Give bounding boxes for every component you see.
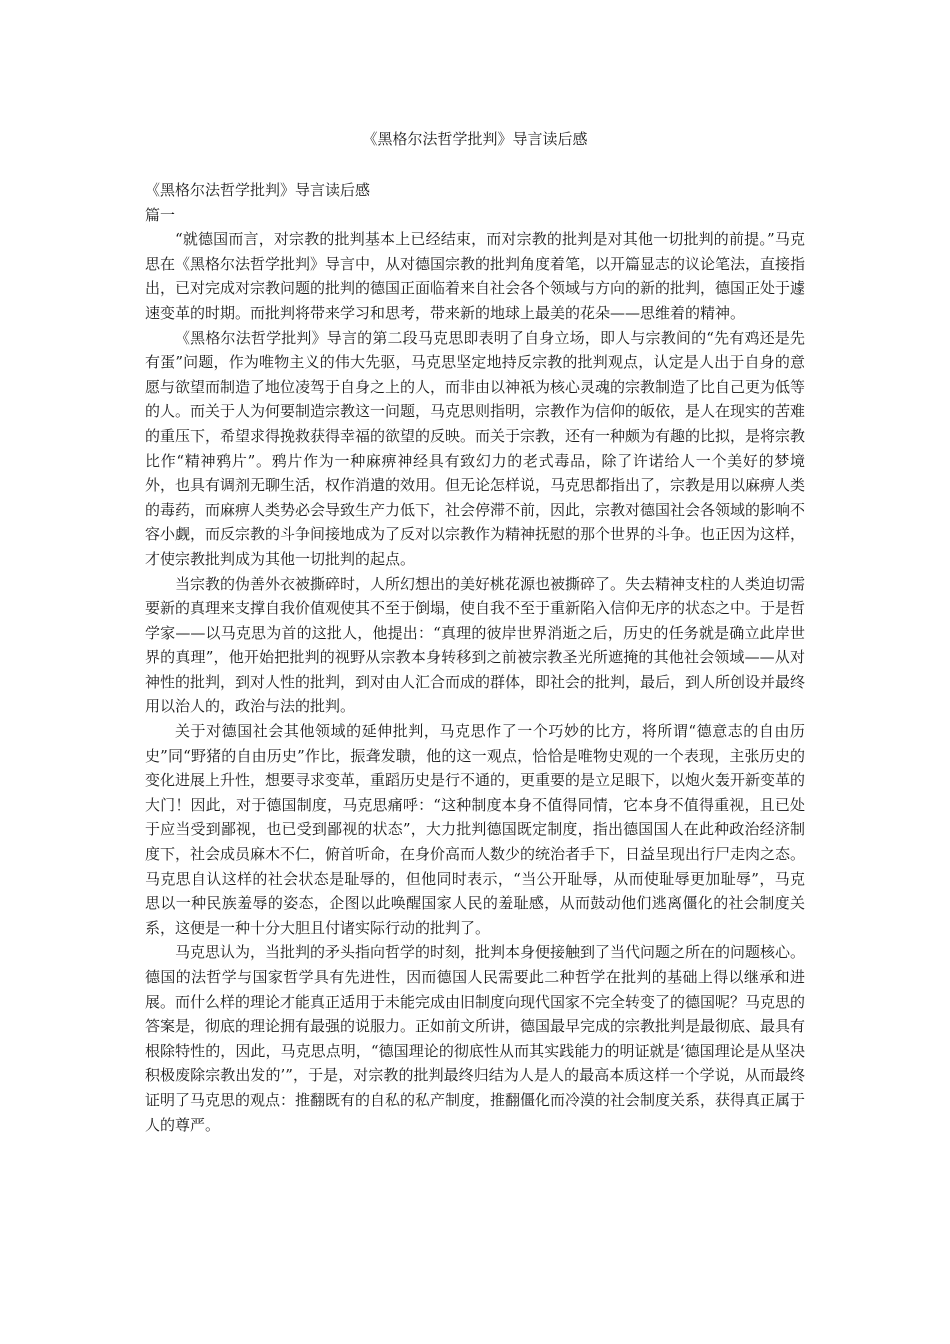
- paragraph-4: 关于对德国社会其他领域的延伸批判，马克思作了一个巧妙的比方，将所谓“德意志的自由历史”同“野猪的自由历史”作比，振聋发聩，他的这一观点，恰恰是唯物史观的一个表现，主张历史的变化进展上升性，想要寻求变革，重蹈历史是行不通的，更重要的是立足眼下，以炮火轰开新变革的大门！因此，对于德国制度，马克思痛呼：“这种制度本身不值得同情，它本身不值得重视，且已处于应当受到鄙视，也已受到鄙视的状态”，大力批判德国既定制度，指出德国国人在此种政治经济制度下，社会成员麻木不仁，俯首听命，在身价高而人数少的统治者手下，日益呈现出行尸走肉之态。马克思自认这样的社会状态是耻辱的，但他同时表示，“当公开耻辱，从而使耻辱更加耻辱”，马克思以一种民族羞辱的姿态，企图以此唤醒国家人民的羞耻感，从而鼓动他们逃离僵化的社会制度关系，这便是一种十分大胆且付诸实际行动的批判了。: [145, 722, 806, 937]
- document-body: [145, 178, 805, 1137]
- paragraph-1: “就德国而言，对宗教的批判基本上已经结束，而对宗教的批判是对其他一切批判的前提。”马克思在《黑格尔法哲学批判》导言中，从对德国宗教的批判角度着笔，以开篇显志的议论笔法，直接指出，已对完成对宗教问题的批判的德国正面临着来自社会各个领域与方向的新的批判，德国正处于遽速变革的时期。而批判将带来学习和思考，带来新的地球上最美的花朵——思维着的精神。: [145, 230, 806, 322]
- section-label: 篇一: [145, 205, 176, 224]
- paragraph-2: 《黑格尔法哲学批判》导言的第二段马克思即表明了自身立场，即人与宗教间的“先有鸡还是先有蛋”问题，作为唯物主义的伟大先驱，马克思坚定地持反宗教的批判观点，认定是人出于自身的意愿与欲望而制造了地位凌驾于自身之上的人，而非由以神祇为核心灵魂的宗教制造了比自己更为低等的人。而关于人为何要制造宗教这一问题，马克思则指明，宗教作为信仰的皈依，是人在现实的苦难的重压下，希望求得挽救获得幸福的欲望的反映。而关于宗教，还有一种颇为有趣的比拟，是将宗教比作“精神鸦片”。鸦片作为一种麻痹神经具有致幻力的老式毒品，除了许诺给人一个美好的梦境外，也具有调剂无聊生活，权作消遣的效用。但无论怎样说，马克思都指出了，宗教是用以麻痹人类的毒药，而麻痹人类势必会导致生产力低下，社会停滞不前，因此，宗教对德国社会各领域的影响不容小觑，而反宗教的斗争间接地成为了反对以宗教作为精神抚慰的那个世界的斗争。也正因为这样，才使宗教批判成为其他一切批判的起点。: [145, 328, 806, 568]
- document-subtitle: 《黑格尔法哲学批判》导言读后感: [145, 181, 371, 199]
- document-title: 《黑格尔法哲学批判》导言读后感: [362, 130, 588, 148]
- paragraph-5: 马克思认为，当批判的矛头指向哲学的时刻，批判本身便接触到了当代问题之所在的问题核心。德国的法哲学与国家哲学具有先进性，因而德国人民需要此二种哲学在批判的基础上得以继承和进展。而什么样的理论才能真正适用于未能完成由旧制度向现代国家不完全转变了的德国呢？马克思的答案是，彻底的理论拥有最强的说服力。正如前文所讲，德国最早完成的宗教批判是最彻底、最具有根除特性的，因此，马克思点明，“德国理论的彻底性从而其实践能力的明证就是‘德国理论是从坚决积极废除宗教出发的’”，于是，对宗教的批判最终归结为人是人的最高本质这样一个学说，从而最终证明了马克思的观点：推翻既有的自私的私产制度，推翻僵化而冷漠的社会制度关系，获得真正属于人的尊严。: [145, 943, 806, 1134]
- paragraph-3: 当宗教的伪善外衣被撕碎时，人所幻想出的美好桃花源也被撕碎了。失去精神支柱的人类迫切需要新的真理来支撑自我价值观使其不至于倒塌，使自我不至于重新陷入信仰无序的状态之中。于是哲学家——以马克思为首的这批人，他提出：“真理的彼岸世界消逝之后，历史的任务就是确立此岸世界的真理”，他开始把批判的视野从宗教本身转移到之前被宗教圣光所遮掩的其他社会领域——从对神性的批判，到对人性的批判，到对由人汇合而成的群体，即社会的批判，最后，到人所创设并最终用以治人的，政治与法的批判。: [145, 574, 806, 716]
